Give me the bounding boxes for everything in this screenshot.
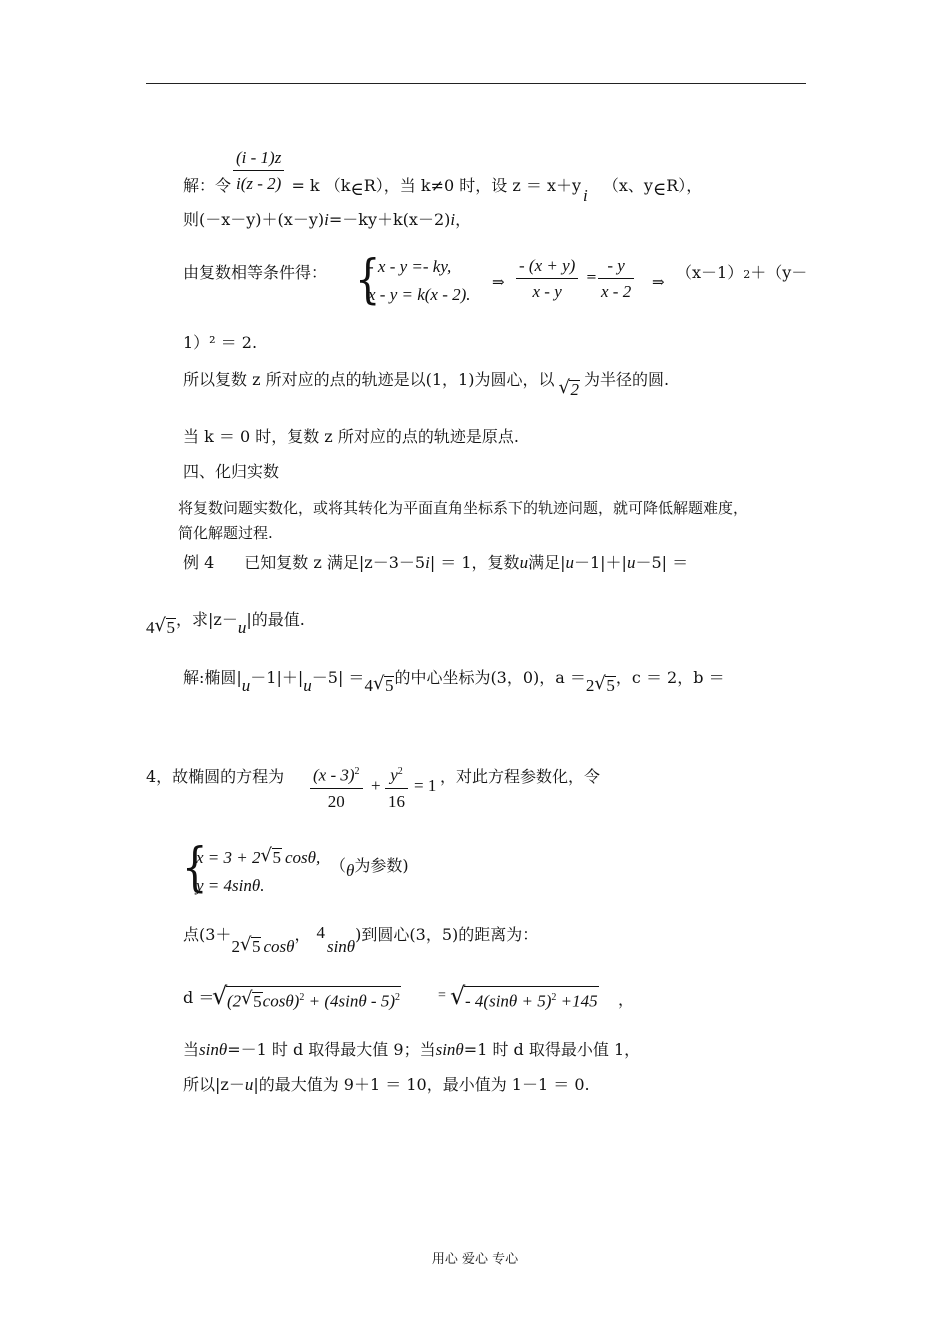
param-row-1: x = 3 + 2 √ 5 cosθ,	[196, 845, 321, 867]
distance-sqrt-2: √ - $4(\sin\theta + 5)^2 +145$	[450, 982, 598, 1011]
system-row-2: x - y = k(x - 2).	[368, 285, 471, 304]
distance-equals: =	[438, 988, 446, 1003]
implies-arrow-2: ⇒	[652, 273, 665, 291]
page-footer: 用心 爱心 专心	[431, 1252, 519, 1267]
maxmin-line: 当sinθ=－1 时 d 取得最大值 9；当sinθ=1 时 d 取得最小值 1，	[183, 1040, 641, 1059]
solution-line-4: 1）² ＝ 2.	[183, 333, 258, 352]
plus: +	[371, 776, 381, 795]
fraction: $\frac{(i - 1)z}{i(z - 2)}$	[233, 148, 284, 194]
final-line: 所以|z－u|的最大值为 9＋1 ＝ 10，最小值为 1－1 ＝ 0.	[183, 1075, 590, 1094]
example-line-2: 4 √ 5，求|z－u|的最值.	[146, 610, 305, 637]
system-brace: {	[355, 250, 381, 310]
solution-line-3: 由复数相等条件得：	[183, 263, 328, 282]
sqrt: √ 2	[558, 377, 579, 399]
ellipse-equation-line: 4，故椭圆的方程为	[146, 767, 285, 786]
system-row-1: - x - y =- ky,	[368, 257, 452, 276]
fraction-x: $\frac{(x - 3)^2}{20}$	[310, 762, 363, 812]
solution-ellipse-line: 解:椭圆|u－1|＋|u－5| ＝4 √ 5的中心坐标为(3，0)，a ＝2 √ 5，c ＝ 2，b ＝	[183, 668, 725, 695]
sqrt: √ 5	[594, 673, 615, 695]
param-brace: {	[182, 838, 208, 898]
equals-one: = 1	[414, 776, 437, 795]
example-line-1: 例 4 已知复数 z 满足|z－3－5i| ＝ 1，复数u满足|u－1|＋|u－5| ＝	[183, 553, 689, 572]
param-row-2: y = 4sinθ.	[196, 876, 265, 895]
distance-sqrt-1: √ (2 √ 5cosθ)$^2$ + (4sinθ - 5)$^2$	[212, 982, 401, 1011]
solution-line-5: 所以复数 z 所对应的点的轨迹是以(1，1)为圆心，以 √ 2为半径的圆.	[183, 370, 670, 399]
paragraph-line-2: 简化解题过程.	[178, 524, 273, 542]
distance-end: ，	[618, 990, 635, 1009]
paragraph-line-1: 将复数问题实数化，或将其转化为平面直角坐标系下的轨迹问题，就可降低解题难度，	[178, 499, 749, 517]
section-heading: 四、化归实数	[183, 462, 280, 481]
solution-line-2: 则(－x－y)＋(x－y)i=－ky＋k(x－2)i，	[183, 210, 472, 229]
fraction-1: $\frac{- (x + y)}{x - y}$	[516, 256, 578, 302]
ellipse-tail: ，对此方程参数化，令	[440, 767, 601, 786]
fraction-y: $\frac{y^2}{16}$	[385, 762, 408, 812]
solution-line-6: 当 k ＝ 0 时，复数 z 所对应的点的轨迹是原点.	[183, 427, 519, 446]
equals: =	[586, 270, 597, 285]
point-line: 点(3＋2 √ 5 cosθ， 4sinθ)到圆心(3，5)的距离为：	[183, 923, 539, 956]
param-note: （θ为参数)	[330, 856, 409, 880]
sqrt: √ 5	[154, 615, 175, 637]
implies-arrow-1: ⇒	[492, 273, 505, 291]
sqrt: √ 5	[372, 673, 394, 695]
line-3-tail: （x－1）2＋（y－	[676, 263, 808, 282]
header-rule	[146, 83, 806, 84]
sqrt: √ 5	[260, 845, 281, 867]
sqrt: √ 5	[239, 934, 261, 956]
distance-line: d ＝	[183, 988, 215, 1007]
fraction-2: $\frac{- y}{x - 2}$	[598, 256, 634, 302]
solution-line-1: 解：令 $\frac{(i - 1)z}{i(z - 2)}$ = k （k∈R），当 k≠0 时，设 z ＝ x＋yi （x、y∈R），	[183, 148, 703, 205]
